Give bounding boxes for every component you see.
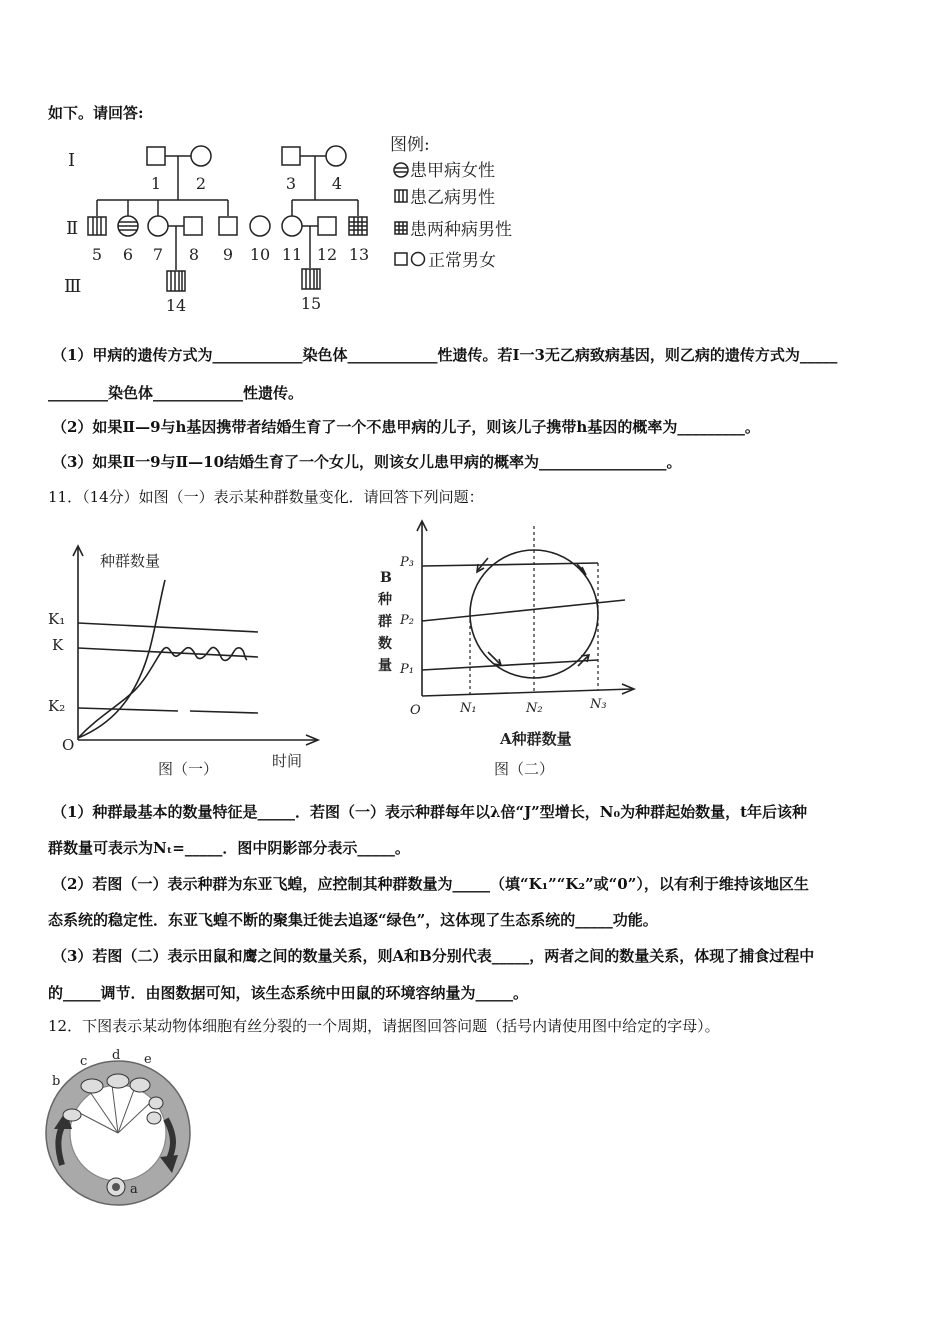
num-10: 10 (249, 245, 271, 264)
label-d: d (112, 1048, 121, 1063)
q11-line-4: 态系统的稳定性．东亚飞蝗不断的聚集迁徙去追逐“绿色”，这体现了生态系统的_____功能。 (48, 911, 658, 929)
gen-label-2: Ⅱ (66, 218, 79, 239)
fig2-ylabel-2: 种 (378, 592, 392, 608)
p10 (250, 216, 270, 236)
q11-line-1: （1）种群最基本的数量特征是_____．若图（一）表示种群每年以λ倍“J”型增长，N₀为种群起始数量，t年后该种 (52, 803, 808, 821)
fig2-ylabel-1: B (380, 570, 392, 586)
cell-cycle-figure (40, 1045, 230, 1215)
q11-line-5: （3）若图（二）表示田鼠和鹰之间的数量关系，则A和B分别代表_____，两者之间的数量关系，体现了捕食过程中 (52, 947, 815, 965)
num-14: 14 (165, 296, 187, 315)
num-8: 8 (188, 245, 200, 264)
num-3: 3 (285, 174, 297, 193)
p4-female (326, 146, 346, 166)
fig2-p1: P₁ (400, 662, 414, 677)
q10-line-3: （2）如果Ⅱ—9与h基因携带者结婚生育了一个不患甲病的儿子，则该儿子携带h基因的概率为_________。 (52, 418, 760, 436)
p2-female (191, 146, 211, 166)
label-a: a (130, 1182, 138, 1197)
fig2-origin: O (410, 703, 421, 718)
fig1-k: K (52, 636, 64, 654)
fig2-caption: 图（二） (494, 760, 555, 778)
gen-label-1: Ⅰ (68, 150, 76, 171)
num-13: 13 (348, 245, 370, 264)
q11-head: 11．（14分）如图（一）表示某种群数量变化．请回答下列问题： (48, 488, 484, 506)
p8 (184, 217, 202, 235)
p7 (148, 216, 168, 236)
intro-text: 如下。请回答: (48, 104, 144, 122)
num-1: 1 (150, 174, 162, 193)
gen-label-3: Ⅲ (64, 276, 82, 297)
q12-head: 12．下图表示某动物体细胞有丝分裂的一个周期，请据图回答问题（括号内请使用图中给定的字母）。 (48, 1017, 720, 1035)
num-12: 12 (316, 245, 338, 264)
fig1-origin: O (62, 736, 75, 754)
num-15: 15 (300, 294, 322, 313)
fig2-p2: P₂ (400, 613, 414, 628)
q11-line-2: 群数量可表示为Nₜ=_____．图中阴影部分表示_____。 (48, 839, 410, 857)
q11-line-6: 的_____调节．由图数据可知，该生态系统中田鼠的环境容纳量为_____。 (48, 984, 529, 1002)
label-e: e (144, 1052, 152, 1067)
legend-item-3: 患两种病男性 (410, 220, 512, 240)
num-9: 9 (222, 245, 234, 264)
num-6: 6 (122, 245, 134, 264)
fig2-p3: P₃ (400, 555, 414, 570)
pedigree-figure (60, 132, 540, 317)
fig2-n1: N₁ (460, 701, 477, 716)
num-4: 4 (331, 174, 343, 193)
fig2-ylabel-4: 数 (378, 636, 392, 652)
fig2-ylabel-5: 量 (378, 658, 392, 674)
q10-line-4: （3）如果Ⅱ一9与Ⅱ—10结婚生育了一个女儿，则该女儿患甲病的概率为_________________。 (52, 453, 682, 471)
q10-line-1: （1）甲病的遗传方式为____________染色体____________性遗传。若Ⅰ一3无乙病致病基因，则乙病的遗传方式为_____ (52, 346, 838, 364)
q10-line-2: ________染色体____________性遗传。 (48, 384, 304, 402)
figure-2 (370, 518, 640, 780)
p9 (219, 217, 237, 235)
fig1-ylabel: 种群数量 (100, 552, 161, 570)
figure-1 (40, 540, 325, 780)
fig2-n2: N₂ (526, 701, 543, 716)
fig1-xlabel: 时间 (272, 752, 303, 770)
num-5: 5 (91, 245, 103, 264)
label-b: b (52, 1074, 61, 1089)
num-11: 11 (281, 245, 303, 264)
fig1-k1: K₁ (48, 610, 66, 628)
fig2-xlabel: A种群数量 (500, 730, 572, 748)
num-2: 2 (195, 174, 207, 193)
q11-line-3: （2）若图（一）表示种群为东亚飞蝗，应控制其种群数量为_____（填“K₁”“K₂”或“0”），以有利于维持该地区生 (52, 875, 809, 893)
legend-title: 图例: (390, 135, 430, 155)
p3-male (282, 147, 300, 165)
legend-item-1: 患甲病女性 (410, 161, 495, 181)
num-7: 7 (152, 245, 164, 264)
p11 (282, 216, 302, 236)
fig1-k2: K₂ (48, 697, 66, 715)
p1-male (147, 147, 165, 165)
p12 (318, 217, 336, 235)
fig1-caption: 图（一） (158, 760, 219, 778)
legend-item-2: 患乙病男性 (410, 188, 495, 208)
label-c: c (80, 1054, 88, 1069)
fig2-ylabel-3: 群 (378, 614, 392, 630)
fig2-n3: N₃ (590, 697, 607, 712)
legend-item-4: 正常男女 (428, 251, 496, 271)
